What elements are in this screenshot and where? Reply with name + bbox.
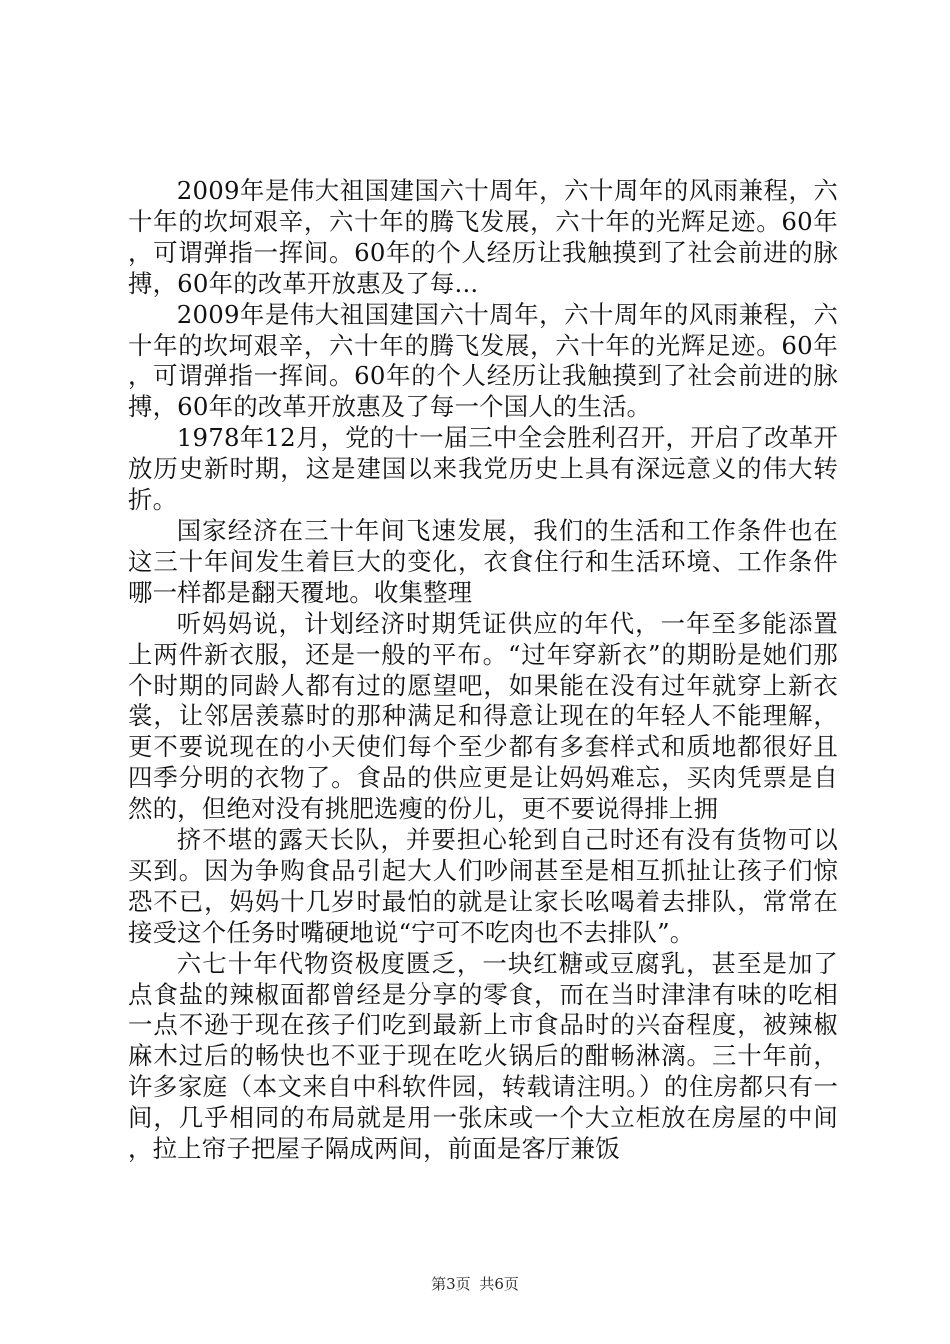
paragraph-5: 听妈妈说，计划经济时期凭证供应的年代，一年至多能添置上两件新衣服，还是一般的平布。“过年穿新衣”的期盼是她们那个时期的同龄人都有过的愿望吧，如果能在没有过年就穿上新衣裳，让邻居羡慕时的那种满足和得意让现在的年轻人不能理解，更不要说现在的小天使们每个至少都有多套样式和质地都很好且四季分明的衣物了。食品的供应更是让妈妈难忘，买肉凭票是自然的，但绝对没有挑肥选瘦的份儿，更不要说得排上拥	[128, 608, 838, 824]
page-footer	[0, 1274, 950, 1294]
page-number-label: 第3页 共6页	[431, 1275, 519, 1293]
paragraph-2: 2009年是伟大祖国建国六十周年，六十周年的风雨兼程，六十年的坎坷艰辛，六十年的腾飞发展，六十年的光辉足迹。60年，可谓弹指一挥间。60年的个人经历让我触摸到了社会前进的脉搏，60年的改革开放惠及了每一个国人的生活。	[128, 299, 838, 422]
paragraph-4: 国家经济在三十年间飞速发展，我们的生活和工作条件也在这三十年间发生着巨大的变化，衣食住行和生活环境、工作条件哪一样都是翻天覆地。收集整理	[128, 515, 838, 607]
document-body	[128, 176, 838, 1165]
paragraph-7: 六七十年代物资极度匮乏，一块红糖或豆腐乳，甚至是加了点食盐的辣椒面都曾经是分享的零食，而在当时津津有味的吃相一点不逊于现在孩子们吃到最新上市食品时的兴奋程度，被辣椒麻木过后的畅快也不亚于现在吃火锅后的酣畅淋漓。三十年前，许多家庭（本文来自中科软件园，转载请注明。）的住房都只有一间，几乎相同的布局就是用一张床或一个大立柜放在房屋的中间，拉上帘子把屋子隔成两间，前面是客厅兼饭	[128, 948, 838, 1164]
paragraph-3: 1978年12月，党的十一届三中全会胜利召开，开启了改革开放历史新时期，这是建国以来我党历史上具有深远意义的伟大转折。	[128, 423, 838, 515]
paragraph-1: 2009年是伟大祖国建国六十周年，六十周年的风雨兼程，六十年的坎坷艰辛，六十年的腾飞发展，六十年的光辉足迹。60年，可谓弹指一挥间。60年的个人经历让我触摸到了社会前进的脉搏，60年的改革开放惠及了每...	[128, 176, 838, 298]
paragraph-6: 挤不堪的露天长队，并要担心轮到自己时还有没有货物可以买到。因为争购食品引起大人们吵闹甚至是相互抓扯让孩子们惊恐不已，妈妈十几岁时最怕的就是让家长吆喝着去排队，常常在接受这个任务时嘴硬地说“宁可不吃肉也不去排队”。	[128, 825, 838, 947]
